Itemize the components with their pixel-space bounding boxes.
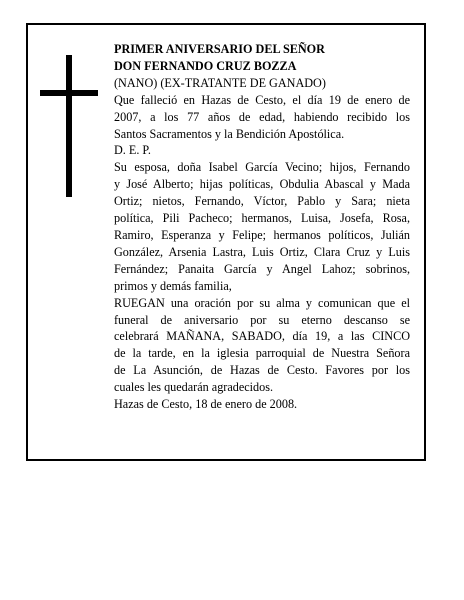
death-details-line: Santos Sacramentos y la Bendición Apostólica. [114,126,345,141]
family-line: Ortiz; nietos, Fernando, Víctor, Pablo y Sara; nieta [114,194,410,209]
request-line: cuales les quedarán agradecidos. [114,380,274,395]
cross-horizontal-bar [40,90,98,96]
request-line: RUEGAN una oración por su alma y comunican que el [114,295,410,310]
place-and-date: Hazas de Cesto, 18 de enero de 2008. [114,397,298,412]
cross-icon [40,55,98,197]
family-line: Ramiro, Esperanza y Felipe; hermanos políticos, Julián [114,227,410,242]
rest-in-peace: D. E. P. [114,143,151,158]
request-line: de la tarde, en la iglesia parroquial de Nuestra Señora [114,346,410,361]
family-line: González, Arsenia Lastra, Luis Ortiz, Clara Cruz y Luis [114,244,410,259]
notice-subheading: (NANO) (EX-TRATANTE DE GANADO) [114,75,326,90]
family-line: primos y demás familia, [114,278,232,293]
obituary-notice [26,23,426,461]
family-line: política, Pili Pacheco; hermanos, Luisa, Josefa, Rosa, [114,211,410,226]
request-line: funeral de aniversario por su eterno descanso se [114,312,410,327]
request-line: de La Asunción, de Hazas de Cesto. Favores por los [114,363,410,378]
family-line: Su esposa, doña Isabel García Vecino; hijos, Fernando [114,160,410,175]
death-details-line: 2007, a los 77 años de edad, habiendo recibido los [114,109,410,124]
request-line: celebrará MAÑANA, SABADO, día 19, a las CINCO [114,329,410,344]
deceased-name: DON FERNANDO CRUZ BOZZA [114,58,297,73]
family-line: y José Alberto; hijas políticas, Obdulia Abascal y Mada [114,177,410,192]
family-line: Fernández; Panaita García y Angel Lahoz; sobrinos, [114,261,410,276]
death-details-line: Que falleció en Hazas de Cesto, el día 19 de enero de [114,92,410,107]
notice-text [114,41,410,413]
cross-vertical-bar [66,55,72,197]
notice-heading: PRIMER ANIVERSARIO DEL SEÑOR [114,42,325,56]
